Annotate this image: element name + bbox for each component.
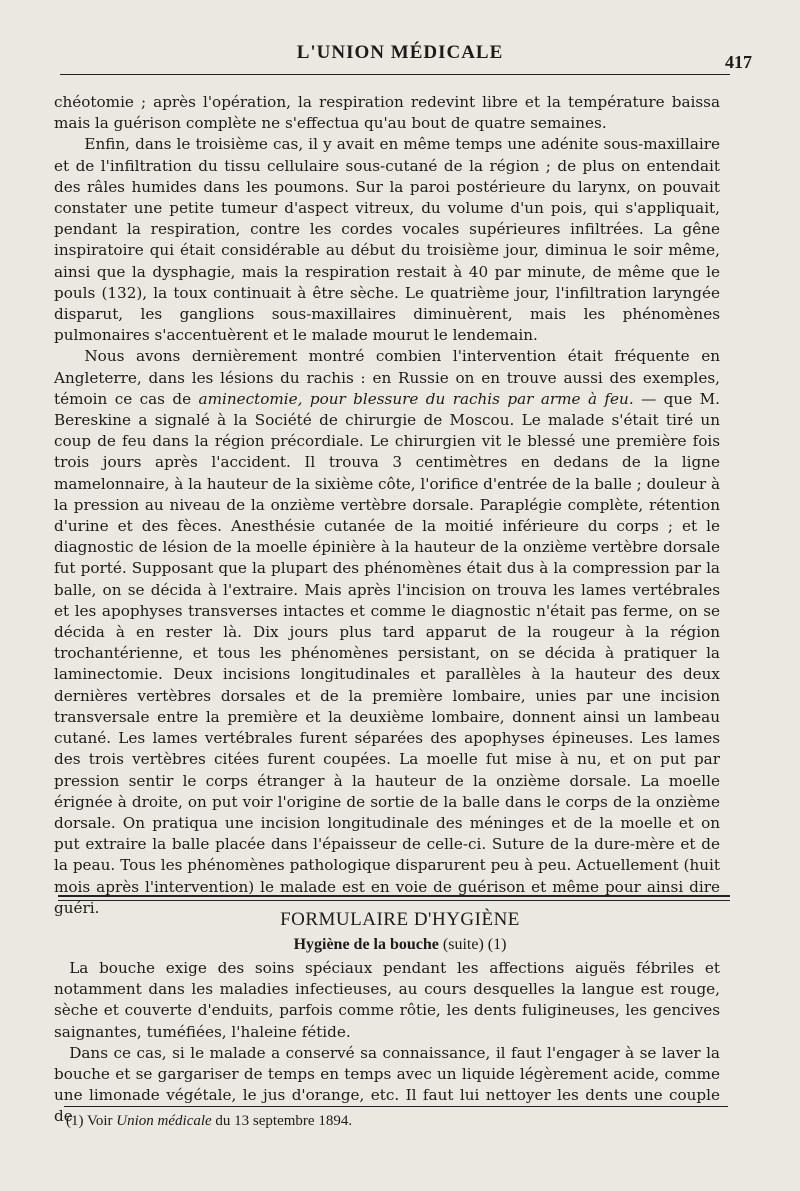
subtitle-bold: Hygiène de la bouche	[293, 936, 439, 953]
section-body	[54, 958, 720, 1128]
article-body	[54, 92, 720, 919]
article-paragraph-laminectomy	[54, 346, 720, 918]
paragraph-text: — que M. Bereskine a signalé à la Société de chirurgie de Moscou. Le malade s'était tiré un coup de feu dans la région précordiale. Le chirurgien vit le blessé une première fois trois jours après l'accident. Il trouva 3 centimètres en dedans de la ligne mamelonnaire, à la hauteur de la sixième côte, l'orifice d'entrée de la balle ; douleur à la pression au niveau de la onzième vertèbre dorsale. Paraplégie complète, rétention d'urine et des fèces. Anesthésie cutanée de la moitié inférieure du corps ; et le diagnostic de lésion de la moelle épinière à la hauteur de la onzième vertèbre dorsale fut porté. Supposant que la plupart des phénomènes était dus à la compression par la balle, on se décida à l'extraire. Mais après l'incision on trouva les lames vertébrales et les apophyses transverses intactes et comme le diagnostic n'était pas ferme, on se décida à en rester là. Dix jours plus tard apparut de la rougeur à la région trochantérienne, et tous les phénomènes persistant, on se décida à pratiquer la laminectomie. Deux incisions longitudinales et parallèles à la hauteur des deux dernières vertèbres dorsales et de la première lombaire, unies par une incision transversale entre la première et la deuxième lombaire, donnent ainsi un lambeau cutané. Les lames vertébrales furent séparées des apophyses épineuses. Les lames des trois vertèbres citées furent coupées. La moelle fut mise à nu, et on put par pression sentir le corps étranger à la hauteur de la onzième dorsale. La moelle érignée à droite, on put voir l'origine de sortie de la balle dans le corps de la onzième dorsale. On pratiqua une incision longitudinale des méninges et de la moelle et on put extraire la balle placée dans l'épaisseur de celle-ci. Suture de la dure-mère et de la peau. Tous les phénomènes pathologique disparurent peu à peu. Actuellement (huit mois après l'intervention) le malade est en voie de guérison et même pour ainsi dire guéri.	[54, 389, 720, 917]
page-number: 417	[725, 52, 752, 72]
footnote-prefix: (1) Voir	[66, 1113, 117, 1129]
footnote-suffix: du 13 septembre 1894.	[211, 1113, 353, 1129]
italic-case-title: aminectomie, pour blessure du rachis par arme à feu.	[198, 389, 634, 408]
paragraph-text: Nous avons dernièrement montré combien l'intervention était fréquente en Angleterre, dans les lésions du rachis : en Russie on en trouve aussi des exemples, témoin ce cas de	[54, 347, 720, 408]
section-paragraph: La bouche exige des soins spéciaux pendant les affections aiguës fébriles et notamment dans les maladies infectieuses, au cours desquelles la langue est rouge, sèche et couverte d'enduits, parfois comme rôtie, les dents fuligineuses, les gencives saignantes, tuméfiées, l'haleine fétide.	[54, 959, 720, 1041]
section-divider	[58, 900, 730, 901]
page-header	[60, 42, 752, 72]
section-paragraph: Dans ce cas, si le malade a conservé sa connaissance, il faut l'engager à se laver la bouche et se gargariser de temps en temps avec un liquide légèrement acide, comme une limonade végétale, le jus d'orange, etc. Il faut lui nettoyer les dents une couple de	[54, 1043, 720, 1126]
section-title: FORMULAIRE D'HYGIÈNE	[280, 909, 520, 930]
subtitle-rest: (suite) (1)	[438, 936, 507, 953]
footnote-journal: Union médicale	[116, 1113, 212, 1129]
footnote	[66, 1113, 352, 1130]
running-head: L'UNION MÉDICALE	[296, 42, 504, 63]
article-paragraph: Enfin, dans le troisième cas, il y avait en même temps une adénite sous-maxillaire et de l'infiltration du tissu cellulaire sous-cutané de la région ; de plus on entendait des râles humides dans les poumons. Sur la paroi postérieure du larynx, on pouvait constater une petite tumeur d'aspect vitreux, du volume d'un pois, qui s'appliquait, pendant la respiration, contre les cordes vocales supérieures infiltrées. La gêne inspiratoire qui était considérable au début du troisième jour, diminua le soir même, ainsi que la dysphagie, mais la respiration restait à 40 par minute, de même que le pouls (132), la toux continuait à être sèche. Le quatrième jour, l'infiltration laryngée disparut, les ganglions sous-maxillaires diminuèrent, mais les phénomènes pulmonaires s'accentuèrent et le malade mourut le lendemain.	[54, 135, 720, 345]
section-subtitle	[0, 936, 800, 954]
footnote-rule	[64, 1106, 728, 1107]
section-divider	[58, 895, 730, 897]
header-rule	[60, 74, 730, 75]
article-paragraph: chéotomie ; après l'opération, la respiration redevint libre et la température baissa mais la guérison complète ne s'effectua qu'au bout de quatre semaines.	[54, 93, 720, 133]
